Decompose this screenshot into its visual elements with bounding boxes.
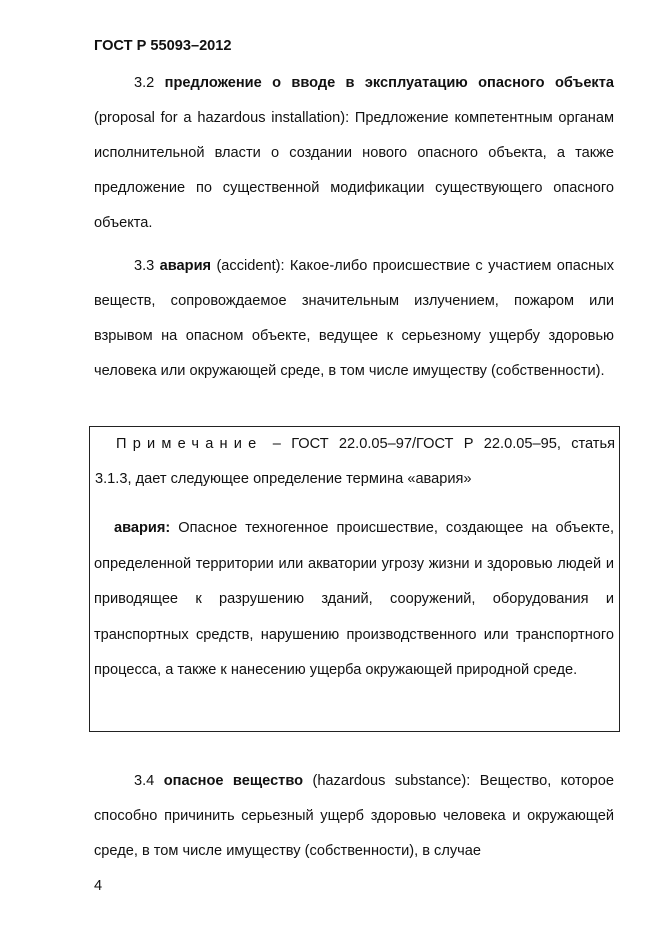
section-number: 3.3 [134,258,155,274]
section-term: предложение о вводе в эксплуатацию опасного объекта [164,75,614,91]
note-label: Примечание [116,436,263,452]
note-intro [95,427,615,497]
note-intro-text: – ГОСТ 22.0.05–97/ГОСТ Р 22.0.05–95, статья 3.1.3, дает следующее определение термина «авария» [95,436,615,487]
section-number: 3.2 [134,75,155,91]
section-text: (hazardous substance): Вещество, которое способно причинить серьезный ущерб здоровью человека и окружающей среде, в том числе имуществу (собственности), в случае [94,773,615,859]
section-3-4 [94,764,614,869]
section-text: (accident): Какое-либо происшествие с участием опасных веществ, сопровождаемое значительным излучением, пожаром или взрывом на опасном объекте, ведущее к серьезному ущербу здоровью человека или окружающей среде, в том числе имуществу (собственности). [94,258,614,379]
section-3-2 [94,66,614,241]
page-number: 4 [94,878,103,894]
section-number: 3.4 [134,773,155,789]
note-box [89,426,620,732]
section-text: (proposal for a hazardous installation): Предложение компетентным органам исполнительной власти о создании нового опасного объекта, а также предложение по существенной модификации существующего опасного объекта. [94,110,614,231]
note-term: авария: [114,520,171,536]
note-definition [94,511,614,689]
document-header: ГОСТ Р 55093–2012 [94,38,232,54]
section-term: авария [159,258,212,274]
note-definition-text: Опасное техногенное происшествие, создающее на объекте, определенной территории или акватории угрозу жизни и здоровью людей и приводящее к разрушению зданий, сооружений, оборудования и транспортных средств, нарушению производственного или транспортного процесса, а также к нанесению ущерба окружающей природной среде. [94,520,614,678]
section-term: опасное вещество [163,773,304,789]
section-3-3 [94,249,614,389]
